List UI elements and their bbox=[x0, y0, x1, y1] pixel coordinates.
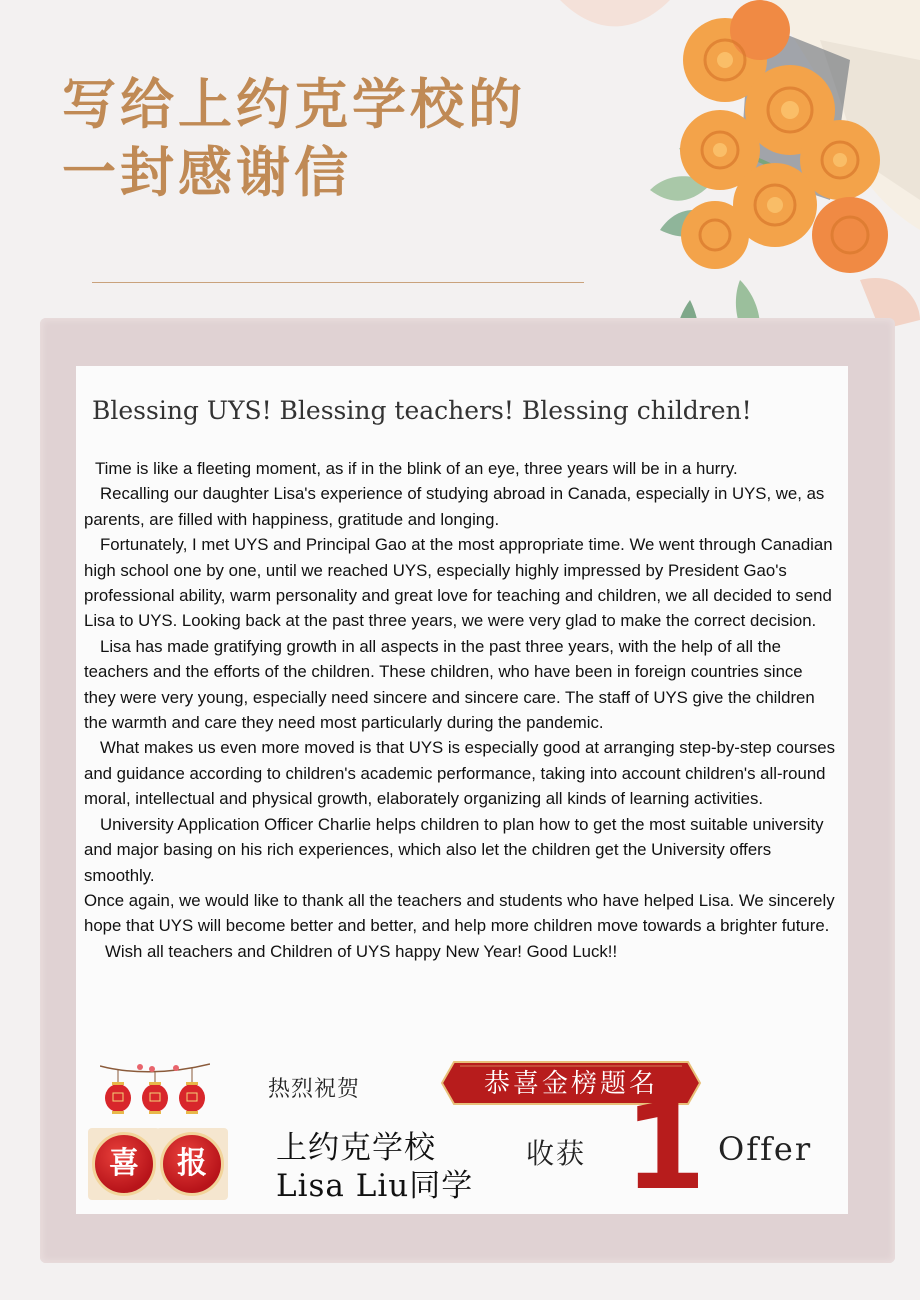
letter-subtitle: Blessing UYS! Blessing teachers! Blessing children! bbox=[92, 396, 752, 425]
letter-body bbox=[84, 456, 838, 964]
joy-badge: 喜 bbox=[92, 1132, 156, 1196]
letter-paragraph: Time is like a fleeting moment, as if in the blink of an eye, three years will be in a hurry. bbox=[95, 459, 738, 478]
letter-paragraph: Once again, we would like to thank all the teachers and students who have helped Lisa. We sincerely hope that UYS will become better and better, and help more children move towards a brighter future. bbox=[84, 890, 835, 936]
letter-paragraph: Wish all teachers and Children of UYS happy New Year! Good Luck!! bbox=[105, 941, 618, 961]
student-name: Lisa Liu同学 bbox=[276, 1168, 474, 1204]
receive-label: 收获 bbox=[526, 1137, 587, 1170]
letter-paragraph: Lisa has made gratifying growth in all aspects in the past three years, with the help of all the teachers and the efforts of the children. These children, who have been in foreign countries since they were very young, especially need sincere and sincere care. The staff of UYS give the children the warmth and care they need most particularly during the pandemic. bbox=[84, 636, 815, 733]
hot-congratulations-label: 热烈祝贺 bbox=[268, 1077, 361, 1102]
letter-paragraph: What makes us even more moved is that UYS is especially good at arranging step-by-step courses and guidance according to children's academic performance, taking into account children's all-round moral, intellectual and physical growth, elaborately organizing all kinds of learning activities. bbox=[84, 738, 835, 809]
title-divider bbox=[92, 282, 584, 283]
report-badge: 报 bbox=[160, 1132, 224, 1196]
congrats-banner-text: 恭喜金榜题名 bbox=[483, 1069, 658, 1099]
letter-paragraph: Fortunately, I met UYS and Principal Gao at the most appropriate time. We went through Canadian high school one by one, until we reached UYS, especially highly impressed by President Gao's professional ability, warm personality and great love for teaching and children, we all decided to send Lisa to UYS. Looking back at the past three years, we were very glad to make the correct decision. bbox=[84, 535, 833, 631]
lantern-decoration bbox=[100, 1060, 210, 1120]
offer-label: Offer bbox=[718, 1130, 813, 1168]
offer-count: 1 bbox=[624, 1078, 707, 1216]
title-line-2: 一封感谢信 bbox=[62, 140, 352, 204]
title-line-1: 写给上约克学校的 bbox=[62, 72, 526, 136]
letter-paragraph: University Application Officer Charlie helps children to plan how to get the most suitable university and major basing on his rich experiences, which also let the children get the University offers smoothly. bbox=[84, 814, 824, 885]
school-name: 上约克学校 bbox=[276, 1130, 436, 1166]
letter-paragraph: Recalling our daughter Lisa's experience of studying abroad in Canada, especially in UYS, we, as parents, are filled with happiness, gratitude and longing. bbox=[84, 484, 825, 529]
